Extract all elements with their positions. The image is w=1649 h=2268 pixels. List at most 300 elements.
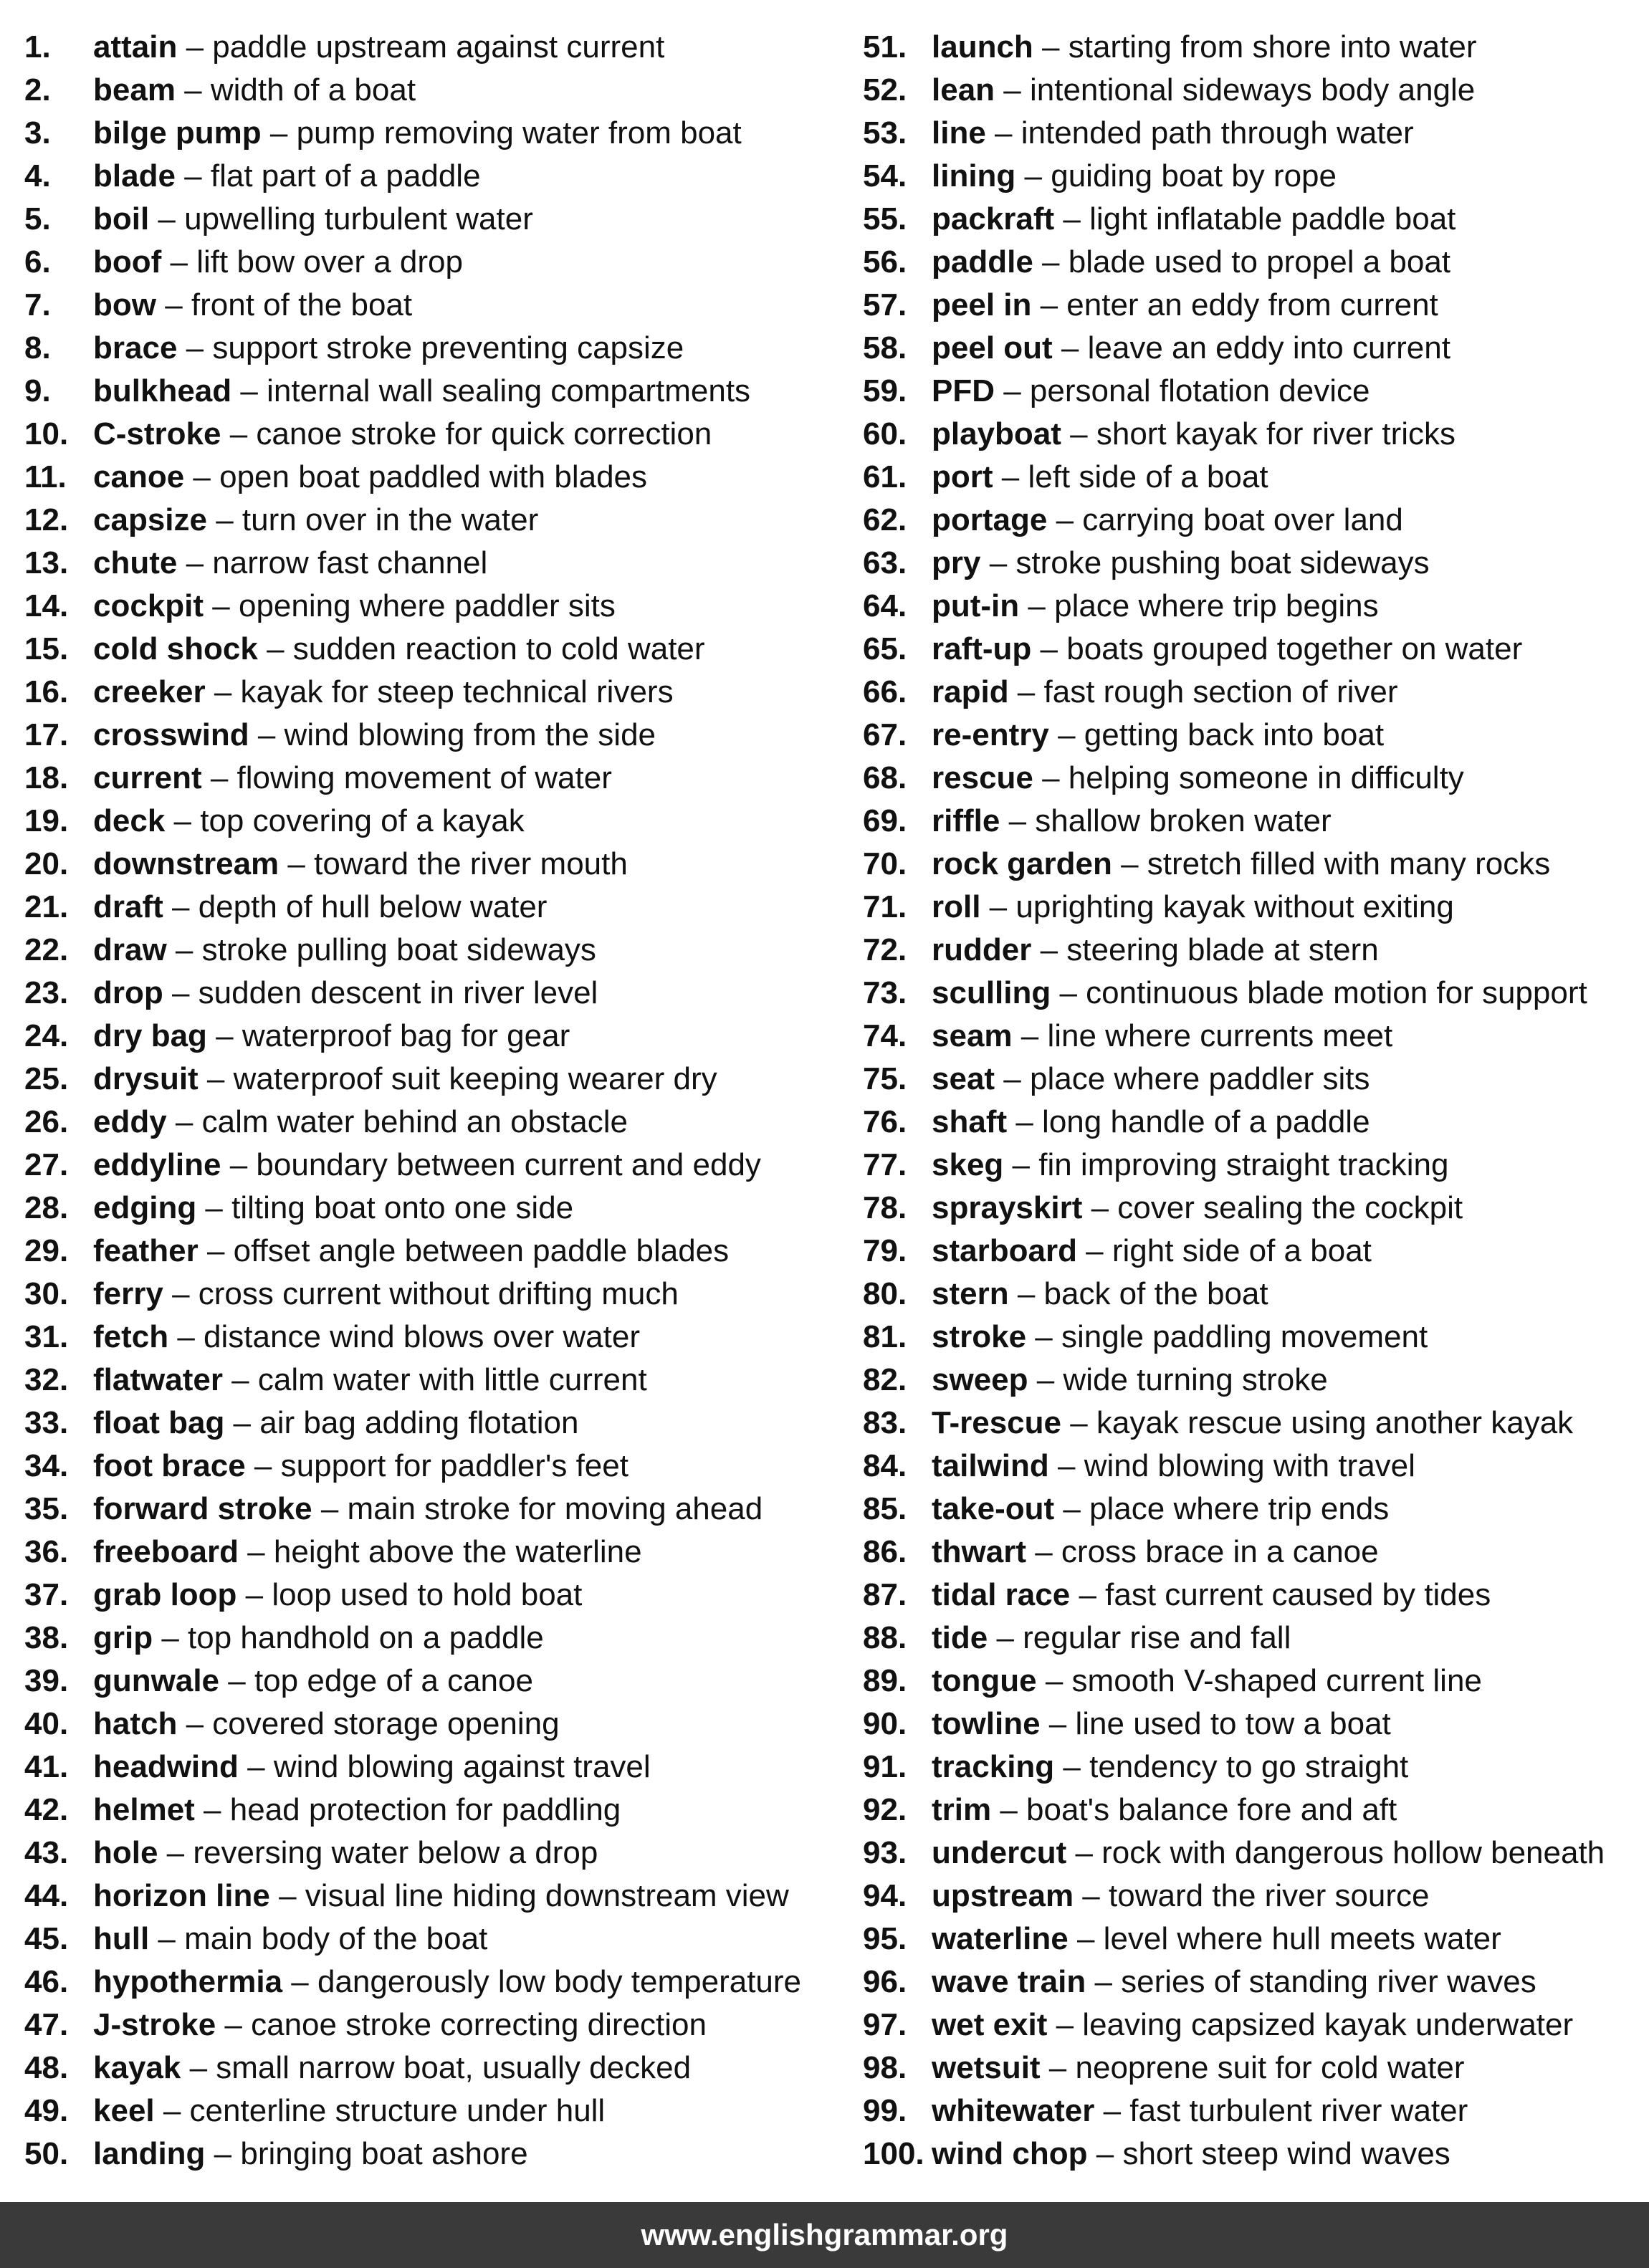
entry-definition: – fin improving straight tracking bbox=[1003, 1147, 1449, 1182]
entry-number: 40. bbox=[24, 1706, 69, 1741]
entry-term: bilge pump bbox=[93, 115, 262, 150]
glossary-entry bbox=[863, 1230, 1644, 1273]
entry-number: 46. bbox=[24, 1964, 69, 1999]
glossary-entry bbox=[863, 155, 1644, 198]
entry-number: 42. bbox=[24, 1792, 69, 1827]
entry-term: beam bbox=[93, 72, 176, 107]
entry-term: T-rescue bbox=[932, 1405, 1061, 1440]
glossary-entry bbox=[863, 1058, 1644, 1101]
entry-term: wetsuit bbox=[932, 2050, 1041, 2085]
entry-number: 41. bbox=[24, 1749, 69, 1784]
entry-term: hull bbox=[93, 1921, 150, 1956]
entry-definition: – open boat paddled with blades bbox=[184, 459, 648, 494]
entry-definition: – flowing movement of water bbox=[201, 760, 612, 795]
entry-definition: – single paddling movement bbox=[1026, 1319, 1428, 1354]
glossary-entry bbox=[863, 843, 1644, 886]
entry-definition: – top covering of a kayak bbox=[165, 803, 525, 838]
entry-number: 80. bbox=[863, 1276, 907, 1311]
entry-term: float bag bbox=[93, 1405, 225, 1440]
entry-number: 26. bbox=[24, 1104, 69, 1139]
glossary-entry bbox=[863, 714, 1644, 757]
entry-number: 19. bbox=[24, 803, 69, 838]
entry-number: 76. bbox=[863, 1104, 907, 1139]
entry-term: current bbox=[93, 760, 202, 795]
glossary-entry bbox=[24, 155, 841, 198]
entry-term: rudder bbox=[932, 932, 1032, 967]
entry-definition: – steering blade at stern bbox=[1031, 932, 1379, 967]
entry-definition: – stroke pushing boat sideways bbox=[980, 545, 1430, 580]
entry-term: towline bbox=[932, 1706, 1041, 1741]
glossary-entry bbox=[24, 499, 841, 542]
entry-term: keel bbox=[93, 2093, 155, 2128]
entry-definition: – height above the waterline bbox=[238, 1534, 642, 1569]
entry-number: 37. bbox=[24, 1577, 69, 1612]
entry-definition: – bringing boat ashore bbox=[205, 2136, 528, 2171]
entry-definition: – head protection for paddling bbox=[194, 1792, 621, 1827]
entry-definition: – rock with dangerous hollow beneath bbox=[1066, 1835, 1605, 1870]
entry-definition: – personal flotation device bbox=[995, 373, 1370, 408]
entry-term: eddyline bbox=[93, 1147, 221, 1182]
glossary-entry bbox=[24, 1187, 841, 1230]
entry-term: paddle bbox=[932, 244, 1033, 279]
entry-definition: – narrow fast channel bbox=[177, 545, 488, 580]
entry-term: sweep bbox=[932, 1362, 1028, 1397]
entry-definition: – visual line hiding downstream view bbox=[269, 1878, 789, 1913]
entry-term: tide bbox=[932, 1620, 988, 1655]
entry-number: 99. bbox=[863, 2093, 907, 2128]
glossary-entry bbox=[863, 886, 1644, 929]
entry-term: hypothermia bbox=[93, 1964, 283, 1999]
glossary-entry bbox=[863, 26, 1644, 69]
glossary-entry bbox=[24, 1746, 841, 1789]
entry-definition: – leave an eddy into current bbox=[1052, 330, 1450, 365]
entry-term: lining bbox=[932, 158, 1016, 193]
entry-term: hole bbox=[93, 1835, 158, 1870]
entry-term: C-stroke bbox=[93, 416, 221, 451]
entry-definition: – offset angle between paddle blades bbox=[198, 1233, 730, 1268]
entry-term: peel in bbox=[932, 287, 1032, 322]
entry-term: upstream bbox=[932, 1878, 1074, 1913]
entry-term: foot brace bbox=[93, 1448, 246, 1483]
entry-number: 65. bbox=[863, 631, 907, 666]
entry-number: 25. bbox=[24, 1061, 69, 1096]
entry-number: 33. bbox=[24, 1405, 69, 1440]
entry-definition: – waterproof suit keeping wearer dry bbox=[198, 1061, 717, 1096]
entry-term: draw bbox=[93, 932, 167, 967]
entry-number: 64. bbox=[863, 588, 907, 623]
entry-definition: – uprighting kayak without exiting bbox=[980, 889, 1454, 924]
entry-definition: – starting from shore into water bbox=[1033, 29, 1477, 64]
entry-term: capsize bbox=[93, 502, 207, 537]
entry-term: tailwind bbox=[932, 1448, 1049, 1483]
glossary-entry bbox=[24, 972, 841, 1015]
entry-definition: – loop used to hold boat bbox=[236, 1577, 583, 1612]
glossary-entry bbox=[24, 69, 841, 112]
entry-number: 30. bbox=[24, 1276, 69, 1311]
entry-term: take-out bbox=[932, 1491, 1055, 1526]
glossary-entry bbox=[863, 800, 1644, 843]
glossary-entry bbox=[863, 413, 1644, 456]
entry-definition: – place where trip begins bbox=[1019, 588, 1379, 623]
entry-term: freeboard bbox=[93, 1534, 239, 1569]
entry-definition: – cover sealing the cockpit bbox=[1082, 1190, 1463, 1225]
glossary-entry bbox=[863, 1015, 1644, 1058]
entry-term: eddy bbox=[93, 1104, 167, 1139]
glossary-entry bbox=[863, 499, 1644, 542]
entry-term: line bbox=[932, 115, 986, 150]
glossary-entry bbox=[863, 1574, 1644, 1617]
entry-term: headwind bbox=[93, 1749, 239, 1784]
glossary-entry bbox=[863, 112, 1644, 155]
entry-number: 47. bbox=[24, 2007, 69, 2042]
entry-number: 72. bbox=[863, 932, 907, 967]
entry-number: 50. bbox=[24, 2136, 69, 2171]
entry-number: 22. bbox=[24, 932, 69, 967]
entry-number: 32. bbox=[24, 1362, 69, 1397]
glossary-entry bbox=[24, 1488, 841, 1531]
entry-number: 7. bbox=[24, 287, 51, 322]
glossary-entry bbox=[863, 1617, 1644, 1660]
entry-term: rescue bbox=[932, 760, 1033, 795]
glossary-entry bbox=[24, 628, 841, 671]
entry-number: 34. bbox=[24, 1448, 69, 1483]
entry-definition: – covered storage opening bbox=[177, 1706, 560, 1741]
glossary-entry bbox=[24, 413, 841, 456]
entry-definition: – tendency to go straight bbox=[1054, 1749, 1409, 1784]
entry-term: J-stroke bbox=[93, 2007, 216, 2042]
glossary-right-column bbox=[863, 26, 1644, 2176]
entry-definition: – centerline structure under hull bbox=[154, 2093, 606, 2128]
entry-number: 20. bbox=[24, 846, 69, 881]
glossary-entry bbox=[24, 886, 841, 929]
entry-definition: – long handle of a paddle bbox=[1007, 1104, 1370, 1139]
entry-number: 75. bbox=[863, 1061, 907, 1096]
entry-definition: – fast turbulent river water bbox=[1094, 2093, 1468, 2128]
glossary-entry bbox=[24, 2047, 841, 2090]
glossary-entry bbox=[24, 198, 841, 241]
glossary-entry bbox=[24, 370, 841, 413]
entry-term: landing bbox=[93, 2136, 206, 2171]
glossary-entry bbox=[863, 1918, 1644, 1961]
entry-number: 16. bbox=[24, 674, 69, 709]
entry-definition: – toward the river source bbox=[1074, 1878, 1430, 1913]
glossary-entry bbox=[863, 1316, 1644, 1359]
glossary-entry bbox=[24, 1445, 841, 1488]
entry-definition: – intended path through water bbox=[985, 115, 1414, 150]
entry-term: rapid bbox=[932, 674, 1009, 709]
glossary-entry bbox=[863, 456, 1644, 499]
glossary-entry bbox=[24, 284, 841, 327]
glossary-entry bbox=[24, 929, 841, 972]
entry-term: shaft bbox=[932, 1104, 1008, 1139]
entry-definition: – distance wind blows over water bbox=[168, 1319, 640, 1354]
entry-definition: – upwelling turbulent water bbox=[149, 201, 533, 236]
entry-number: 31. bbox=[24, 1319, 69, 1354]
entry-definition: – main body of the boat bbox=[149, 1921, 488, 1956]
entry-number: 57. bbox=[863, 287, 907, 322]
entry-definition: – guiding boat by rope bbox=[1015, 158, 1337, 193]
entry-number: 17. bbox=[24, 717, 69, 752]
glossary-entry bbox=[863, 2090, 1644, 2133]
glossary-entry bbox=[24, 2133, 841, 2176]
entry-number: 93. bbox=[863, 1835, 907, 1870]
entry-term: packraft bbox=[932, 201, 1055, 236]
glossary-entry bbox=[863, 2133, 1644, 2176]
glossary-entry bbox=[24, 757, 841, 800]
glossary-entry bbox=[24, 585, 841, 628]
entry-term: PFD bbox=[932, 373, 995, 408]
glossary-entry bbox=[863, 929, 1644, 972]
glossary-entry bbox=[863, 757, 1644, 800]
entry-number: 97. bbox=[863, 2007, 907, 2042]
entry-term: thwart bbox=[932, 1534, 1026, 1569]
entry-term: attain bbox=[93, 29, 178, 64]
entry-number: 95. bbox=[863, 1921, 907, 1956]
entry-number: 89. bbox=[863, 1663, 907, 1698]
entry-term: re-entry bbox=[932, 717, 1049, 752]
entry-term: draft bbox=[93, 889, 163, 924]
entry-definition: – wind blowing against travel bbox=[238, 1749, 651, 1784]
entry-number: 6. bbox=[24, 244, 51, 279]
entry-definition: – opening where paddler sits bbox=[204, 588, 616, 623]
entry-definition: – wide turning stroke bbox=[1028, 1362, 1328, 1397]
glossary-entry bbox=[24, 1789, 841, 1832]
entry-number: 28. bbox=[24, 1190, 69, 1225]
entry-term: port bbox=[932, 459, 993, 494]
glossary-entry bbox=[24, 671, 841, 714]
entry-number: 67. bbox=[863, 717, 907, 752]
glossary-entry bbox=[24, 1015, 841, 1058]
entry-number: 51. bbox=[863, 29, 907, 64]
glossary-entry bbox=[24, 2004, 841, 2047]
entry-term: tidal race bbox=[932, 1577, 1071, 1612]
entry-definition: – getting back into boat bbox=[1048, 717, 1385, 752]
entry-term: kayak bbox=[93, 2050, 181, 2085]
entry-definition: – kayak rescue using another kayak bbox=[1061, 1405, 1574, 1440]
entry-number: 69. bbox=[863, 803, 907, 838]
entry-number: 49. bbox=[24, 2093, 69, 2128]
entry-number: 62. bbox=[863, 502, 907, 537]
glossary-entry bbox=[863, 1445, 1644, 1488]
entry-definition: – support stroke preventing capsize bbox=[177, 330, 684, 365]
entry-number: 70. bbox=[863, 846, 907, 881]
entry-definition: – canoe stroke correcting direction bbox=[216, 2007, 707, 2042]
entry-number: 10. bbox=[24, 416, 69, 451]
glossary-entry bbox=[863, 1144, 1644, 1187]
glossary-entry bbox=[24, 714, 841, 757]
entry-number: 21. bbox=[24, 889, 69, 924]
entry-number: 55. bbox=[863, 201, 907, 236]
entry-definition: – front of the boat bbox=[156, 287, 413, 322]
entry-definition: – line where currents meet bbox=[1012, 1018, 1393, 1053]
entry-number: 94. bbox=[863, 1878, 907, 1913]
entry-term: trim bbox=[932, 1792, 992, 1827]
entry-definition: – internal wall sealing compartments bbox=[231, 373, 751, 408]
entry-term: pry bbox=[932, 545, 981, 580]
glossary-entry bbox=[24, 1531, 841, 1574]
entry-number: 71. bbox=[863, 889, 907, 924]
entry-number: 84. bbox=[863, 1448, 907, 1483]
entry-term: gunwale bbox=[93, 1663, 220, 1698]
entry-number: 8. bbox=[24, 330, 51, 365]
glossary-entry bbox=[24, 1230, 841, 1273]
entry-definition: – place where trip ends bbox=[1054, 1491, 1390, 1526]
entry-term: starboard bbox=[932, 1233, 1077, 1268]
entry-definition: – regular rise and fall bbox=[988, 1620, 1291, 1655]
entry-number: 91. bbox=[863, 1749, 907, 1784]
entry-number: 61. bbox=[863, 459, 907, 494]
entry-number: 12. bbox=[24, 502, 69, 537]
entry-definition: – helping someone in difficulty bbox=[1033, 760, 1464, 795]
entry-definition: – flat part of a paddle bbox=[175, 158, 481, 193]
glossary-entry bbox=[24, 241, 841, 284]
entry-number: 11. bbox=[24, 459, 67, 494]
entry-number: 9. bbox=[24, 373, 51, 408]
entry-term: stroke bbox=[932, 1319, 1027, 1354]
entry-term: helmet bbox=[93, 1792, 195, 1827]
glossary-entry bbox=[863, 370, 1644, 413]
entry-number: 77. bbox=[863, 1147, 907, 1182]
entry-number: 18. bbox=[24, 760, 69, 795]
entry-term: tracking bbox=[932, 1749, 1055, 1784]
glossary-entry bbox=[863, 1531, 1644, 1574]
glossary-entry bbox=[863, 2047, 1644, 2090]
entry-number: 96. bbox=[863, 1964, 907, 1999]
glossary-entry bbox=[863, 241, 1644, 284]
entry-definition: – line used to tow a boat bbox=[1040, 1706, 1391, 1741]
entry-number: 73. bbox=[863, 975, 907, 1010]
entry-term: wave train bbox=[932, 1964, 1086, 1999]
glossary-entry bbox=[24, 327, 841, 370]
entry-number: 100. bbox=[863, 2136, 924, 2171]
entry-term: dry bag bbox=[93, 1018, 207, 1053]
glossary-entry bbox=[863, 1789, 1644, 1832]
entry-number: 23. bbox=[24, 975, 69, 1010]
entry-definition: – boat's balance fore and aft bbox=[991, 1792, 1397, 1827]
entry-term: playboat bbox=[932, 416, 1061, 451]
glossary-entry bbox=[863, 284, 1644, 327]
glossary-entry bbox=[863, 1359, 1644, 1402]
entry-definition: – wind blowing with travel bbox=[1048, 1448, 1415, 1483]
footer-website: www.englishgrammar.org bbox=[641, 2218, 1008, 2252]
glossary-entry bbox=[24, 1144, 841, 1187]
entry-definition: – waterproof bag for gear bbox=[206, 1018, 570, 1053]
entry-number: 27. bbox=[24, 1147, 69, 1182]
entry-number: 85. bbox=[863, 1491, 907, 1526]
entry-definition: – lift bow over a drop bbox=[161, 244, 463, 279]
entry-definition: – paddle upstream against current bbox=[177, 29, 665, 64]
glossary-left-column bbox=[24, 26, 841, 2176]
entry-definition: – place where paddler sits bbox=[995, 1061, 1370, 1096]
entry-term: hatch bbox=[93, 1706, 178, 1741]
entry-number: 15. bbox=[24, 631, 69, 666]
entry-number: 13. bbox=[24, 545, 69, 580]
entry-definition: – calm water with little current bbox=[222, 1362, 647, 1397]
entry-definition: – enter an eddy from current bbox=[1031, 287, 1438, 322]
entry-definition: – smooth V-shaped current line bbox=[1036, 1663, 1482, 1698]
entry-term: edging bbox=[93, 1190, 197, 1225]
entry-definition: – depth of hull below water bbox=[163, 889, 548, 924]
entry-term: grab loop bbox=[93, 1577, 237, 1612]
glossary-entry bbox=[863, 1875, 1644, 1918]
glossary-entry bbox=[24, 1617, 841, 1660]
entry-term: wind chop bbox=[932, 2136, 1088, 2171]
entry-term: launch bbox=[932, 29, 1033, 64]
entry-definition: – top edge of a canoe bbox=[219, 1663, 533, 1698]
entry-number: 56. bbox=[863, 244, 907, 279]
glossary-entry bbox=[863, 628, 1644, 671]
entry-definition: – fast current caused by tides bbox=[1070, 1577, 1491, 1612]
glossary-entry bbox=[24, 112, 841, 155]
entry-definition: – stroke pulling boat sideways bbox=[166, 932, 596, 967]
entry-term: canoe bbox=[93, 459, 185, 494]
entry-term: flatwater bbox=[93, 1362, 223, 1397]
entry-term: riffle bbox=[932, 803, 1000, 838]
glossary-entry bbox=[24, 843, 841, 886]
glossary-entry bbox=[863, 542, 1644, 585]
entry-number: 87. bbox=[863, 1577, 907, 1612]
entry-number: 35. bbox=[24, 1491, 69, 1526]
entry-definition: – fast rough section of river bbox=[1008, 674, 1398, 709]
entry-number: 4. bbox=[24, 158, 51, 193]
entry-definition: – sudden descent in river level bbox=[163, 975, 598, 1010]
glossary-entry bbox=[24, 1832, 841, 1875]
glossary-entry bbox=[24, 1574, 841, 1617]
glossary-entry bbox=[863, 1961, 1644, 2004]
entry-term: deck bbox=[93, 803, 166, 838]
entry-definition: – reversing water below a drop bbox=[158, 1835, 598, 1870]
glossary-entry bbox=[863, 1832, 1644, 1875]
glossary-entry bbox=[863, 1660, 1644, 1703]
entry-number: 82. bbox=[863, 1362, 907, 1397]
glossary-entry bbox=[24, 1961, 841, 2004]
entry-definition: – cross current without drifting much bbox=[163, 1276, 679, 1311]
entry-definition: – shallow broken water bbox=[1000, 803, 1332, 838]
entry-number: 66. bbox=[863, 674, 907, 709]
glossary-entry bbox=[24, 1058, 841, 1101]
entry-term: ferry bbox=[93, 1276, 163, 1311]
entry-definition: – right side of a boat bbox=[1076, 1233, 1372, 1268]
entry-number: 3. bbox=[24, 115, 51, 150]
entry-number: 45. bbox=[24, 1921, 69, 1956]
entry-number: 38. bbox=[24, 1620, 69, 1655]
entry-definition: – series of standing river waves bbox=[1086, 1964, 1536, 1999]
entry-term: cockpit bbox=[93, 588, 204, 623]
glossary-entry bbox=[863, 1488, 1644, 1531]
glossary-entry bbox=[863, 1402, 1644, 1445]
entry-term: sculling bbox=[932, 975, 1051, 1010]
entry-term: boof bbox=[93, 244, 162, 279]
entry-term: whitewater bbox=[932, 2093, 1095, 2128]
glossary-entry bbox=[24, 2090, 841, 2133]
glossary-entry bbox=[863, 585, 1644, 628]
entry-number: 63. bbox=[863, 545, 907, 580]
entry-term: sprayskirt bbox=[932, 1190, 1083, 1225]
entry-term: fetch bbox=[93, 1319, 169, 1354]
entry-definition: – light inflatable paddle boat bbox=[1054, 201, 1456, 236]
entry-number: 29. bbox=[24, 1233, 69, 1268]
entry-number: 58. bbox=[863, 330, 907, 365]
glossary-entry bbox=[24, 1101, 841, 1144]
entry-term: bow bbox=[93, 287, 156, 322]
entry-number: 59. bbox=[863, 373, 907, 408]
glossary-entry bbox=[863, 671, 1644, 714]
glossary-entry bbox=[24, 1402, 841, 1445]
entry-definition: – level where hull meets water bbox=[1068, 1921, 1501, 1956]
glossary-entry bbox=[863, 1703, 1644, 1746]
entry-definition: – sudden reaction to cold water bbox=[257, 631, 705, 666]
glossary-entry bbox=[863, 1273, 1644, 1316]
